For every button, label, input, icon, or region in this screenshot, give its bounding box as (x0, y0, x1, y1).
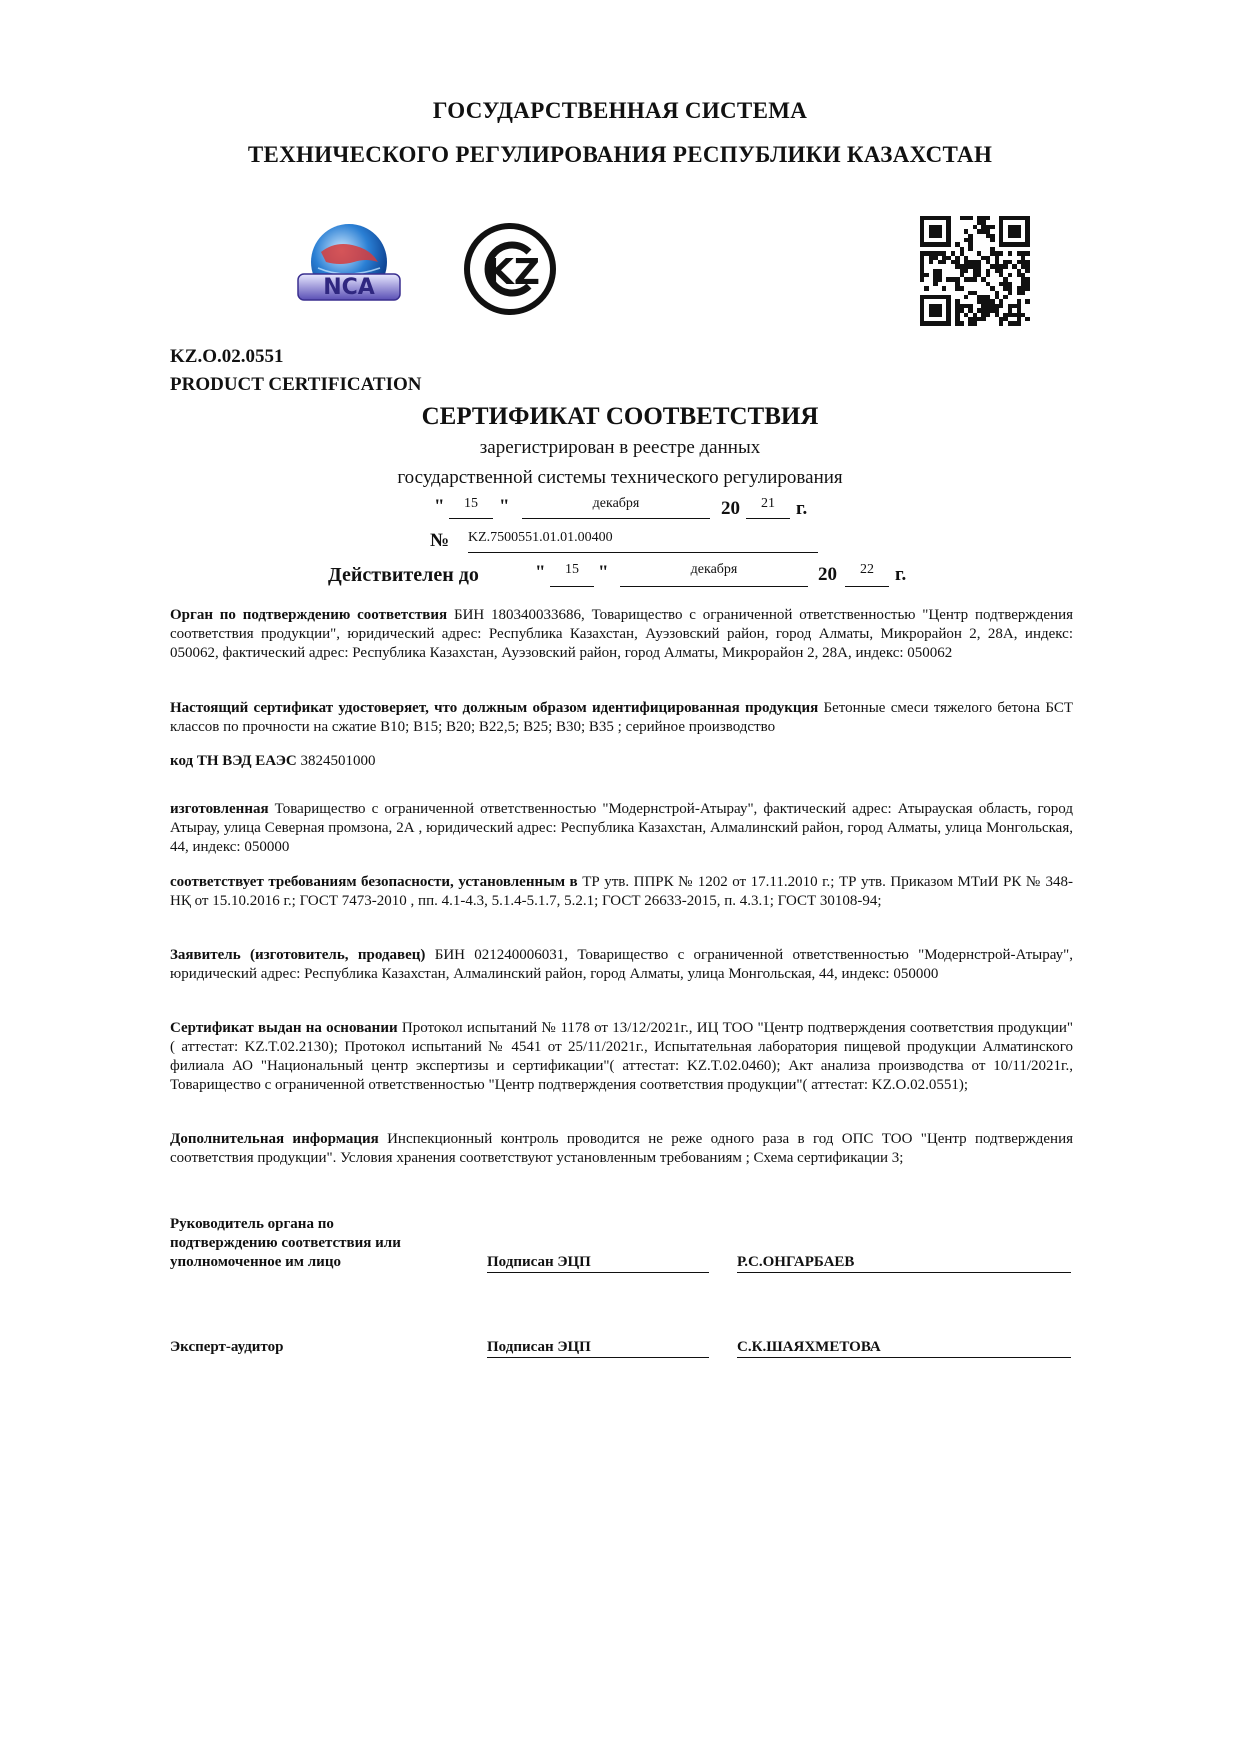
signature-head-role (170, 1215, 401, 1272)
accreditation-code: KZ.O.02.0551 (170, 346, 284, 367)
valid-until-label: Действителен до (328, 564, 479, 586)
section-additional-info-label: Дополнительная информация (170, 1131, 379, 1147)
section-applicant-text: БИН 021240006031, Товарищество с ограниченной ответственностью "Модернстрой-Атырау", юридический адрес: Республика Казахстан, Алмалинский район, город Алматы, улица Монгольская, 44, индекс: 050000 (170, 947, 1073, 982)
section-tnved-label: код ТН ВЭД ЕАЭС (170, 753, 297, 769)
header-line-2: ТЕХНИЧЕСКОГО РЕГУЛИРОВАНИЯ РЕСПУБЛИКИ КАЗАХСТАН (247, 142, 993, 167)
signature-head-role-line-2: подтверждению соответствия или (170, 1235, 401, 1251)
section-manufacturer-label: изготовленная (170, 801, 269, 817)
registered-line-1: зарегистрирован в реестре данных (479, 437, 761, 458)
number-label: № (430, 530, 450, 551)
signature-expert-name: С.К.ШАЯХМЕТОВА (737, 1339, 1071, 1358)
signature-expert-role: Эксперт-аудитор (170, 1339, 284, 1355)
valid-until-year-suffix: г. (895, 564, 907, 585)
registration-year: 21 (746, 496, 790, 519)
kz-mark-letters: KZ (486, 252, 540, 293)
signature-expert-signed: Подписан ЭЦП (487, 1339, 709, 1358)
section-applicant-label: Заявитель (изготовитель, продавец) (170, 947, 426, 963)
nca-logo-text: NCA (323, 275, 375, 300)
product-certification-label: PRODUCT CERTIFICATION (170, 374, 422, 395)
section-tnved-text: 3824501000 (300, 753, 376, 769)
signature-head-name: Р.С.ОНГАРБАЕВ (737, 1254, 1071, 1273)
registration-date: " 15 " декабря 20 21 г. (434, 496, 808, 519)
qr-code-icon (920, 216, 1030, 326)
signature-head-signed: Подписан ЭЦП (487, 1254, 709, 1273)
valid-until-century: 20 (818, 564, 837, 585)
registration-day: 15 (449, 496, 493, 519)
valid-until-day: 15 (550, 562, 594, 587)
valid-until-year: 22 (845, 562, 889, 587)
section-additional-info (170, 1130, 1073, 1168)
section-certification-body-text: БИН 180340033686, Товарищество с ограниченной ответственностью "Центр подтверждения соответствия продукции", юридический адрес: Республика Казахстан, Ауэзовский район, город Алматы, Микрорайон 2, 28А, индекс: 050062, фактический адрес: Республика Казахстан, Ауэзовский район, город Алматы, Микрорайон 2, 28А, индекс: 050062 (170, 607, 1074, 661)
section-requirements-text: ТР утв. ППРК № 1202 от 17.11.2010 г.; ТР утв. Приказом МТиИ РК № 348-НҚ от 15.10.2016 г.; ГОСТ 7473-2010 , пп. 4.1-4.3, 5.1.4-5.1.7, 5.2.1; ГОСТ 26633-2015, п. 4.3.1; ГОСТ 30108-94; (170, 874, 1073, 909)
section-issue-basis (170, 1019, 1073, 1095)
section-requirements (170, 873, 1073, 911)
section-issue-basis-text: Протокол испытаний № 1178 от 13/12/2021г., ИЦ ТОО "Центр подтверждения соответствия продукции" ( аттестат: KZ.T.02.2130); Протокол испытаний № 4541 от 25/11/2021г., Испытательная лаборатория пищевой продукции Алматинского филиала АО "Национальный центр экспертизы и сертификации"( аттестат: KZ.T.02.0460); Акт анализа производства от 10/11/2021г., Товарищество с ограниченной ответственностью "Центр подтверждения соответствия продукции"( аттестат: KZ.O.02.0551); (170, 1020, 1074, 1093)
section-issue-basis-label: Сертификат выдан на основании (170, 1020, 398, 1036)
valid-until: Действителен до " 15 " декабря 20 22 г. (328, 562, 907, 586)
registered-line-2: государственной системы технического регулирования (397, 467, 843, 488)
section-applicant (170, 946, 1073, 984)
section-certification-body (170, 606, 1073, 663)
nca-logo (296, 222, 402, 310)
section-manufacturer (170, 800, 1073, 857)
section-manufacturer-text: Товарищество с ограниченной ответственностью "Модернстрой-Атырау", фактический адрес: Атырауская область, город Атырау, улица Северная промзона, 2А , юридический адрес: Республика Казахстан, Алмалинский район, город Алматы, улица Монгольская, 44, индекс: 050000 (170, 801, 1073, 855)
registration-year-suffix: г. (796, 498, 808, 519)
kz-conformity-mark-logo (463, 222, 557, 316)
certificate-title: СЕРТИФИКАТ СООТВЕТСТВИЯ (421, 403, 819, 430)
signature-head-role-line-1: Руководитель органа по (170, 1216, 334, 1232)
valid-until-month: декабря (620, 562, 808, 587)
header-line-1: ГОСУДАРСТВЕННАЯ СИСТЕМА (432, 98, 808, 123)
section-additional-info-text: Инспекционный контроль проводится не реже одного раза в год ОПС ТОО "Центр подтверждения соответствия продукции". Условия хранения соответствуют установленным требованиям ; Схема сертификации 3; (170, 1131, 1073, 1166)
section-requirements-label: соответствует требованиям безопасности, установленным в (170, 874, 578, 890)
registration-century: 20 (721, 498, 740, 519)
section-product-text: Бетонные смеси тяжелого бетона БСТ классов по прочности на сжатие В10; В15; В20; В22,5; В25; В30; В35 ; серийное производство (170, 700, 1074, 735)
registration-month: декабря (522, 496, 710, 519)
section-certification-body-label: Орган по подтверждению соответствия (170, 607, 448, 623)
certificate-number: KZ.7500551.01.01.00400 (468, 530, 818, 553)
section-product (170, 699, 1073, 737)
section-product-label: Настоящий сертификат удостоверяет, что должным образом идентифицированная продукция (170, 700, 819, 716)
signature-head-role-line-3: уполномоченное им лицо (170, 1254, 341, 1270)
section-tnved-code (170, 752, 1073, 771)
